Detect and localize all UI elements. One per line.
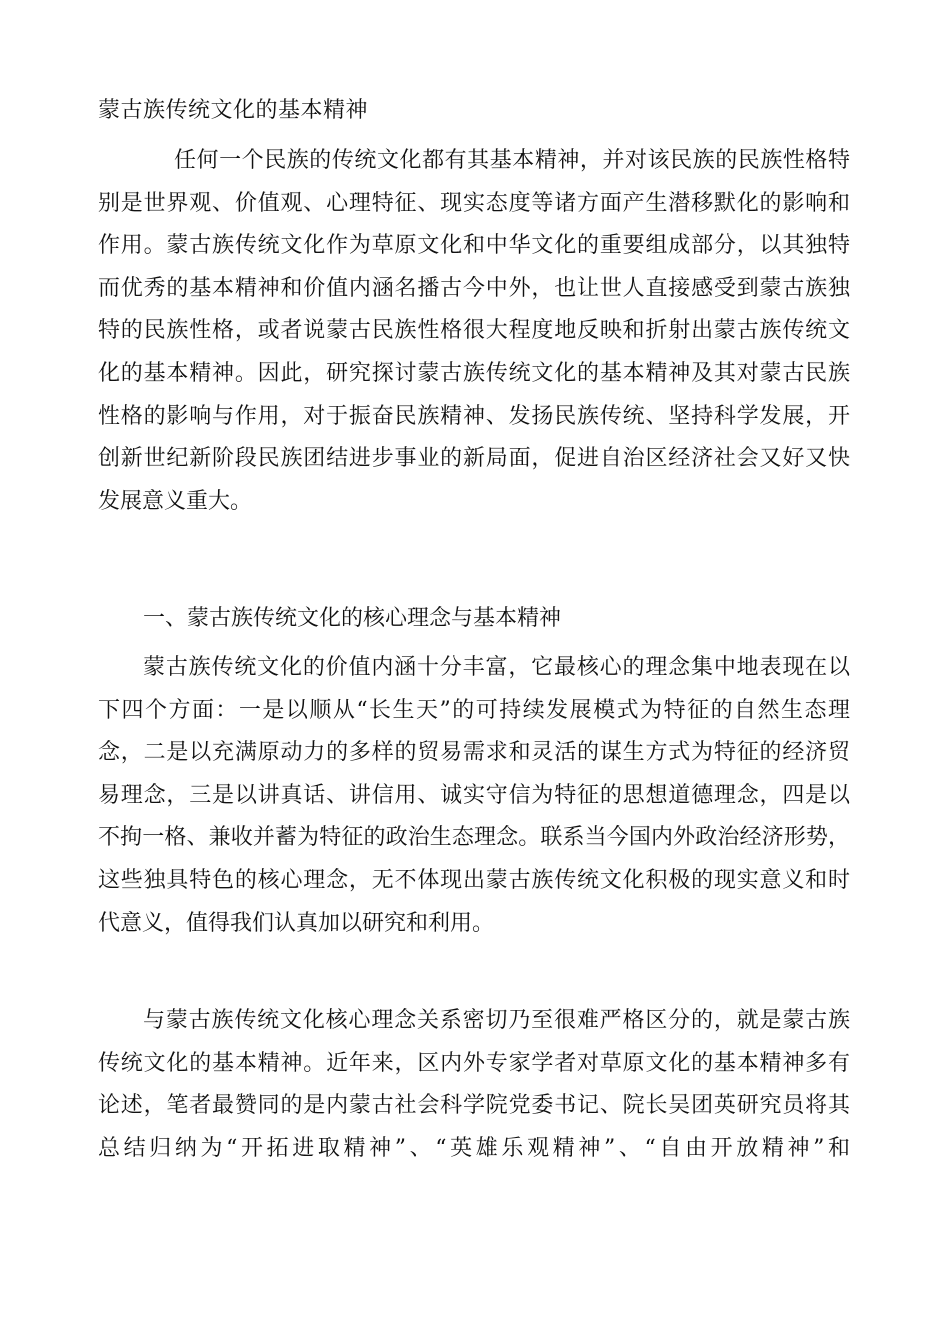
- paragraph-basic-spirit: [98, 1000, 850, 1170]
- text-line: 下四个方面：一是以顺从“长生天”的可持续发展模式为特征的自然生态理: [98, 697, 850, 723]
- text-line: 蒙古族传统文化的价值内涵十分丰富，它最核心的理念集中地表现在以: [143, 655, 850, 680]
- section-heading-1: [98, 598, 850, 641]
- text-line: 易理念，三是以讲真话、讲信用、诚实守信为特征的思想道德理念，四是以: [98, 782, 850, 808]
- text-line: 总结归纳为“开拓进取精神”、“英雄乐观精神”、“自由开放精神”和: [98, 1135, 850, 1161]
- text-line: 论述，笔者最赞同的是内蒙古社会科学院党委书记、院长吴团英研究员将其: [98, 1093, 850, 1119]
- section-heading-text: 一、蒙古族传统文化的核心理念与基本精神: [143, 606, 562, 631]
- text-line: 发展意义重大。: [98, 488, 253, 514]
- text-line: 性格的影响与作用，对于振奋民族精神、发扬民族传统、坚持科学发展，开: [98, 403, 850, 429]
- text-line: 特的民族性格，或者说蒙古民族性格很大程度地反映和折射出蒙古族传统文: [98, 318, 850, 344]
- text-line: 与蒙古族传统文化核心理念关系密切乃至很难严格区分的，就是蒙古族: [143, 1008, 850, 1033]
- text-line: 而优秀的基本精神和价值内涵名播古今中外，也让世人直接感受到蒙古族独: [98, 275, 850, 301]
- text-line: 这些独具特色的核心理念，无不体现出蒙古族传统文化积极的现实意义和时: [98, 867, 850, 893]
- text-line: 传统文化的基本精神。近年来，区内外专家学者对草原文化的基本精神多有: [98, 1050, 850, 1076]
- text-line: 别是世界观、价值观、心理特征、现实态度等诸方面产生潜移默化的影响和: [98, 190, 850, 216]
- text-line: 念，二是以充满原动力的多样的贸易需求和灵活的谋生方式为特征的经济贸: [98, 740, 850, 766]
- text-line: 不拘一格、兼收并蓄为特征的政治生态理念。联系当今国内外政治经济形势，: [98, 825, 850, 851]
- text-line: 化的基本精神。因此，研究探讨蒙古族传统文化的基本精神及其对蒙古民族: [98, 360, 850, 386]
- document-title: 蒙古族传统文化的基本精神: [98, 98, 369, 123]
- paragraph-intro: [98, 140, 850, 523]
- text-line: 代意义，值得我们认真加以研究和利用。: [98, 910, 495, 936]
- text-line: 任何一个民族的传统文化都有其基本精神，并对该民族的民族性格特: [174, 148, 850, 173]
- paragraph-core-ideas: [98, 647, 850, 945]
- text-line: 创新世纪新阶段民族团结进步事业的新局面，促进自治区经济社会又好又快: [98, 446, 850, 472]
- text-line: 作用。蒙古族传统文化作为草原文化和中华文化的重要组成部分，以其独特: [98, 233, 850, 259]
